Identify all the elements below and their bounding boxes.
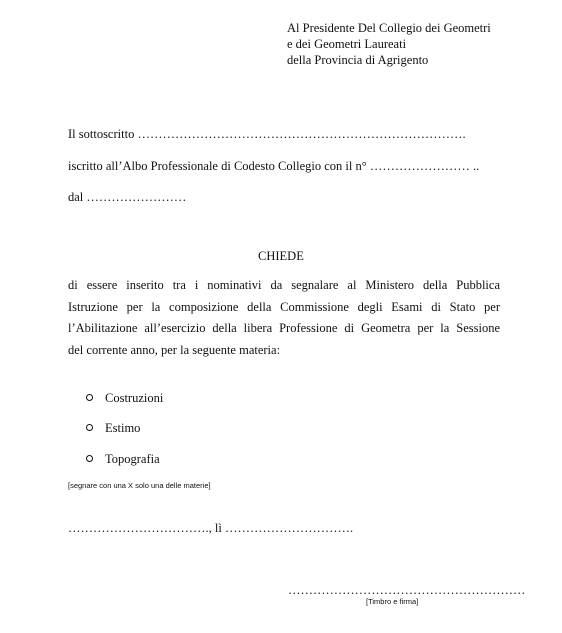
- option-topografia[interactable]: [86, 452, 160, 467]
- option-estimo[interactable]: [86, 421, 140, 436]
- signature-line[interactable]: …………………………………………………: [288, 583, 526, 597]
- addressee-block: [287, 21, 491, 69]
- paragraph-line-4: del corrente anno, per la seguente materia:: [68, 342, 281, 357]
- option-costruzioni[interactable]: [86, 391, 163, 406]
- albo-number-field[interactable]: iscritto all’Albo Professionale di Codesto Collegio con il n° …………………… ..: [68, 159, 480, 173]
- paragraph-line-2: Istruzione per la composizione della Commissione degli Esami di Stato per: [68, 299, 500, 314]
- place-date-field[interactable]: ……………………………., lì ………………………….: [68, 521, 354, 535]
- sottoscritto-field[interactable]: Il sottoscritto …………………………………………………………………….: [68, 127, 466, 141]
- addressee-line-2: e dei Geometri Laureati: [287, 37, 407, 51]
- option-label: Costruzioni: [105, 391, 164, 405]
- selection-note: [segnare con una X solo una delle materie]: [68, 481, 211, 490]
- checkbox-circle-icon[interactable]: [86, 394, 93, 401]
- option-label: Estimo: [105, 421, 141, 435]
- heading-chiede: CHIEDE: [258, 249, 304, 263]
- paragraph-line-3: l’Abilitazione all’esercizio della libera Professione di Geometra per la Sessione: [68, 321, 500, 335]
- signature-caption: [Timbro e firma]: [366, 597, 419, 606]
- paragraph-line-1: di essere inserito tra i nominativi da segnalare al Ministero della Pubblica: [68, 278, 500, 292]
- checkbox-circle-icon[interactable]: [86, 455, 93, 462]
- request-paragraph: [68, 278, 500, 364]
- checkbox-circle-icon[interactable]: [86, 424, 93, 431]
- option-label: Topografia: [105, 452, 160, 466]
- addressee-line-3: della Provincia di Agrigento: [287, 53, 429, 67]
- addressee-line-1: Al Presidente Del Collegio dei Geometri: [287, 21, 491, 35]
- dal-field[interactable]: dal ……………………: [68, 190, 187, 204]
